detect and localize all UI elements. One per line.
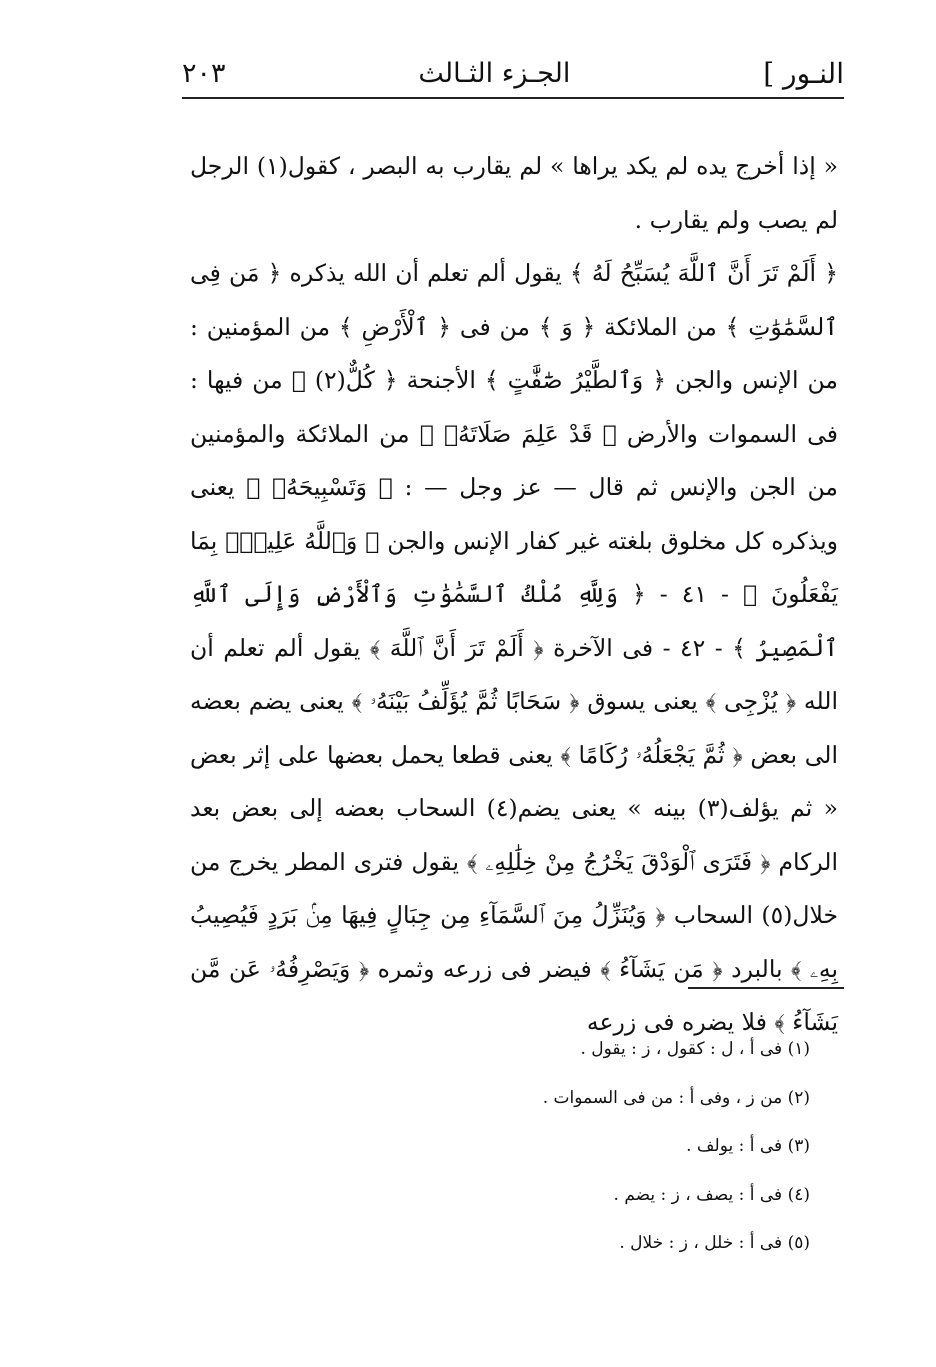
footnote-2: (٢) من ز ، وفى أ : من فى السموات . xyxy=(542,1087,810,1108)
footnote-4: (٤) فى أ : يصف ، ز : يضم . xyxy=(613,1184,810,1205)
footnote-1: (١) فى أ ، ل : كقول ، ز : يقول . xyxy=(580,1039,810,1059)
sura-title: النـور ] xyxy=(763,56,844,90)
running-header xyxy=(182,50,844,96)
footnote-3: (٣) فى أ : يولف . xyxy=(686,1136,810,1156)
main-text xyxy=(190,140,838,1050)
footnote-rule xyxy=(688,987,844,989)
header-rule xyxy=(182,97,844,99)
footnotes xyxy=(380,1025,810,1268)
page-number: ٢٠٣ xyxy=(182,57,226,89)
part-title: الجـزء الثـالث xyxy=(418,57,571,89)
paragraph-1: « إذا أخرج يده لم يكد يراها » لم يقارب به البصر ، كقول(١) الرجل لم يصب ولم يقارب . xyxy=(190,152,838,234)
paragraph-2: ﴿ أَلَمْ تَرَ أَنَّ ٱللَّهَ يُسَبِّحُ لَهُ ﴾ يقول ألم تعلم أن الله يذكره ﴿ مَن فِى ٱلسَّمَٰوَٰتِ ﴾ من الملائكة ﴿ وَ ﴾ من فى ﴿ ٱلْأَرْضِ ﴾ من المؤمنين : من الإنس والجن ﴿ وَٱلطَّيْرُ صَٰٓفَّٰتٍ ﴾ الأجنحة ﴿ كُلٌّ(٢) ﴾ من فيها : فى السموات والأرض ﴿ قَدْ عَلِمَ صَلَاتَهُۥ ﴾ من الملائكة والمؤمنين من الجن والإنس ثم قال — عز وجل — : ﴿ وَتَسْبِيحَهُۥ ﴾ يعنى ويذكره كل مخلوق بلغته غير كفار الإنس والجن ﴿ وَٱللَّهُ عَلِيمٌۢ بِمَا يَفْعَلُونَ ﴾ - ٤١ - ﴿ وَلِلَّهِ مُلْكُ ٱلسَّمَٰوَٰتِ وَٱلْأَرْضِ وَإِلَى ٱللَّهِ ٱلْمَصِيرُ ﴾ - ٤٢ - فى الآخرة ﴿ أَلَمْ تَرَ أَنَّ ٱللَّهَ ﴾ يقول ألم تعلم أن الله ﴿ يُزْجِى ﴾ يعنى يسوق ﴿ سَحَابًا ثُمَّ يُؤَلِّفُ بَيْنَهُۥ ﴾ يعنى يضم بعضه الى بعض ﴿ ثُمَّ يَجْعَلُهُۥ رُكَامًا ﴾ يعنى قطعا يحمل بعضها على إثر بعض « ثم يؤلف(٣) بينه » يعنى يضم(٤) السحاب بعضه إلى بعض بعد الركام ﴿ فَتَرَى ٱلْوَدْقَ يَخْرُجُ مِنْ خِلَٰلِهِۦ ﴾ يقول فترى المطر يخرج من خلال(٥) السحاب ﴿ وَيُنَزِّلُ مِنَ ٱلسَّمَآءِ مِن جِبَالٍ فِيهَا مِنۢ بَرَدٍ فَيُصِيبُ بِهِۦ ﴾ بالبرد ﴿ مَن يَشَآءُ ﴾ فيضر فى زرعه وثمره ﴿ وَيَصْرِفُهُۥ عَن مَّن يَشَآءُ ﴾ فلا يضره فى زرعه xyxy=(190,259,838,1036)
footnote-5: (٥) فى أ : خلل ، ز : خلال . xyxy=(619,1233,810,1253)
